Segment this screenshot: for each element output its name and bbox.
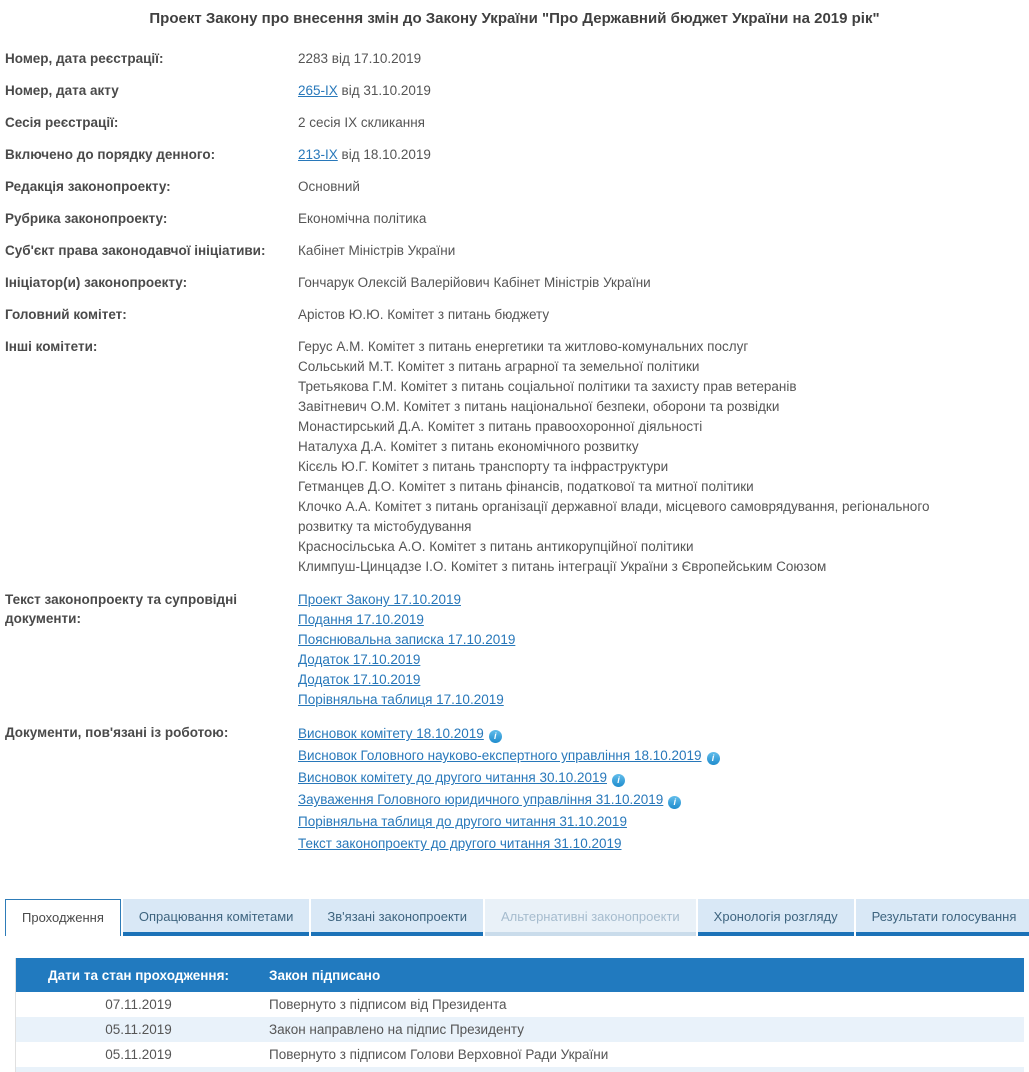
detail-row-rubric xyxy=(5,203,1024,235)
tab-khronologiya-rozglyadu[interactable]: Хронологія розгляду xyxy=(698,899,854,936)
committee-item: Кісєль Ю.Г. Комітет з питань транспорту та інфраструктури xyxy=(298,459,669,474)
agenda-number-link[interactable]: 213-IX xyxy=(298,147,338,162)
document-link-item xyxy=(298,610,515,629)
committee-item: Сольський М.Т. Комітет з питань аграрної та земельної політики xyxy=(298,359,700,374)
detail-row-agenda xyxy=(5,139,1024,171)
document-link[interactable]: Висновок комітету 18.10.2019 xyxy=(298,726,484,741)
detail-label: Рубрика законопроекту: xyxy=(5,211,168,226)
info-icon[interactable]: i xyxy=(668,796,681,809)
detail-row-subject xyxy=(5,235,1024,267)
detail-value xyxy=(298,81,431,100)
detail-label: Включено до порядку денного: xyxy=(5,147,216,162)
detail-value: Кабінет Міністрів України xyxy=(298,243,456,258)
act-date-text: від 31.10.2019 xyxy=(337,83,431,98)
detail-row-work-documents xyxy=(5,717,1024,862)
info-icon[interactable]: i xyxy=(489,730,502,743)
detail-value: Основний xyxy=(298,179,360,194)
passage-status-table xyxy=(16,958,1024,1067)
committee-item: Герус А.М. Комітет з питань енергетики та житлово-комунальних послуг xyxy=(298,339,749,354)
tab-opratsyuvannya-komitetamy[interactable]: Опрацювання комітетами xyxy=(123,899,310,936)
act-number-link[interactable]: 265-IX xyxy=(298,83,338,98)
table-header-row xyxy=(16,958,1024,992)
detail-row-main-committee xyxy=(5,299,1024,331)
passage-status-section xyxy=(15,958,1024,1072)
table-header-status: Закон підписано xyxy=(261,958,1024,992)
table-row xyxy=(16,1042,1024,1067)
document-link-item xyxy=(298,590,515,609)
row-status: Закон направлено на підпис Президенту xyxy=(269,1022,525,1037)
row-status: Повернуто з підписом Голови Верховної Ради України xyxy=(269,1047,609,1062)
document-link-item xyxy=(298,690,515,709)
info-icon[interactable]: i xyxy=(707,752,720,765)
detail-label: Редакція законопроекту: xyxy=(5,179,171,194)
document-link[interactable]: Висновок комітету до другого читання 30.10.2019 xyxy=(298,770,608,785)
tab-rezultaty-golosuvannya[interactable]: Результати голосування xyxy=(856,899,1029,936)
document-link[interactable]: Порівняльна таблиця 17.10.2019 xyxy=(298,692,504,707)
tab-prohodzhennya[interactable]: Проходження xyxy=(5,899,121,936)
detail-row-initiator xyxy=(5,267,1024,299)
detail-value: Гончарук Олексій Валерійович Кабінет Міністрів України xyxy=(298,275,651,290)
row-date: 05.11.2019 xyxy=(105,1047,172,1062)
tab-zvyazani-zakonoproekty[interactable]: Зв'язані законопроекти xyxy=(311,899,483,936)
committee-item: Наталуха Д.А. Комітет з питань економічного розвитку xyxy=(298,439,639,454)
tab-alternatyvni-zakonoproekty: Альтернативні законопроекти xyxy=(485,899,696,936)
detail-value: Економічна політика xyxy=(298,211,427,226)
detail-row-session xyxy=(5,107,1024,139)
committee-item: Гетманцев Д.О. Комітет з питань фінансів, податкової та митної політики xyxy=(298,479,754,494)
detail-value: 2283 від 17.10.2019 xyxy=(298,51,422,66)
detail-label: Ініціатор(и) законопроекту: xyxy=(5,275,188,290)
document-link[interactable]: Подання 17.10.2019 xyxy=(298,612,424,627)
detail-row-act xyxy=(5,75,1024,107)
document-link-item xyxy=(298,650,515,669)
document-link-item xyxy=(298,670,515,689)
document-link-item xyxy=(298,767,720,788)
detail-label: Сесія реєстрації: xyxy=(5,115,119,130)
document-link[interactable]: Порівняльна таблиця до другого читання 31.10.2019 xyxy=(298,814,627,829)
detail-value: Арістов Ю.Ю. Комітет з питань бюджету xyxy=(298,307,550,322)
committee-item: Красносільська А.О. Комітет з питань антикорупційної політики xyxy=(298,539,694,554)
document-link-item xyxy=(298,833,720,854)
table-header-dates: Дати та стан проходження: xyxy=(16,958,261,992)
work-documents-list xyxy=(298,723,720,855)
document-link[interactable]: Додаток 17.10.2019 xyxy=(298,652,421,667)
committee-item: Завітневич О.М. Комітет з питань національної безпеки, оборони та розвідки xyxy=(298,399,780,414)
bill-details xyxy=(5,43,1024,862)
info-icon[interactable]: i xyxy=(612,774,625,787)
row-date: 07.11.2019 xyxy=(105,997,172,1012)
detail-label: Текст законопроекту та супровідні документи: xyxy=(5,592,237,626)
document-link-item xyxy=(298,811,720,832)
detail-value: 2 сесія IX скликання xyxy=(298,115,425,130)
committee-item: Климпуш-Цинцадзе І.О. Комітет з питань інтеграції України з Європейським Союзом xyxy=(298,559,827,574)
tab-bar xyxy=(5,899,1024,936)
detail-label: Номер, дата реєстрації: xyxy=(5,51,164,66)
document-link-item xyxy=(298,630,515,649)
detail-value xyxy=(298,145,431,164)
committee-item: Монастирський Д.А. Комітет з питань правоохоронної діяльності xyxy=(298,419,703,434)
document-link[interactable]: Текст законопроекту до другого читання 31.10.2019 xyxy=(298,836,622,851)
document-link[interactable]: Пояснювальна записка 17.10.2019 xyxy=(298,632,516,647)
committee-item: Клочко А.А. Комітет з питань організації державної влади, місцевого самоврядування, регіонального розвитку та містобудування xyxy=(298,499,930,534)
page-title: Проект Закону про внесення змін до Закону України "Про Державний бюджет України на 2019 рік" xyxy=(149,10,880,27)
document-link[interactable]: Додаток 17.10.2019 xyxy=(298,672,421,687)
bill-documents-list xyxy=(298,590,515,710)
row-date: 05.11.2019 xyxy=(105,1022,172,1037)
detail-label: Номер, дата акту xyxy=(5,83,119,98)
detail-row-other-committees xyxy=(5,331,1024,584)
document-link-item xyxy=(298,745,720,766)
table-row xyxy=(16,992,1024,1017)
committee-list xyxy=(298,337,976,577)
detail-row-bill-documents xyxy=(5,584,1024,717)
document-link[interactable]: Проект Закону 17.10.2019 xyxy=(298,592,461,607)
document-link[interactable]: Зауваження Головного юридичного управління 31.10.2019 xyxy=(298,792,664,807)
agenda-date-text: від 18.10.2019 xyxy=(337,147,431,162)
detail-row-redaction xyxy=(5,171,1024,203)
document-link-item xyxy=(298,723,720,744)
detail-label: Головний комітет: xyxy=(5,307,127,322)
row-status: Повернуто з підписом від Президента xyxy=(269,997,507,1012)
document-link-item xyxy=(298,789,720,810)
table-row-partial xyxy=(16,1067,1024,1072)
document-link[interactable]: Висновок Головного науково-експертного управління 18.10.2019 xyxy=(298,748,702,763)
detail-label: Суб'єкт права законодавчої ініціативи: xyxy=(5,243,266,258)
table-row xyxy=(16,1017,1024,1042)
detail-label: Інші комітети: xyxy=(5,339,98,354)
detail-row-registration xyxy=(5,43,1024,75)
detail-label: Документи, пов'язані із роботою: xyxy=(5,725,229,740)
committee-item: Третьякова Г.М. Комітет з питань соціальної політики та захисту прав ветеранів xyxy=(298,379,797,394)
